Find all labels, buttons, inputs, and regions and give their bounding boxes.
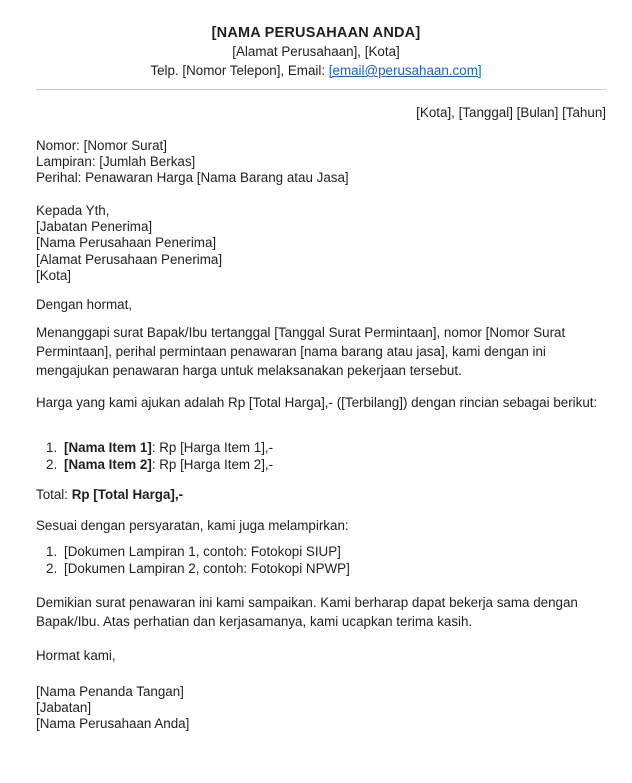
email-link[interactable]: [email@perusahaan.com] xyxy=(328,63,482,78)
attachment-list xyxy=(36,544,606,577)
attachment-text: [Dokumen Lampiran 1, contoh: Fotokopi SIUP] xyxy=(64,544,341,559)
list-item xyxy=(36,457,606,474)
recipient-block xyxy=(36,203,606,284)
contact-prefix: Telp. [Nomor Telepon], Email: xyxy=(150,63,329,78)
list-item xyxy=(36,561,606,578)
greeting: Dengan hormat, xyxy=(36,297,133,312)
recipient-address: [Alamat Perusahaan Penerima] xyxy=(36,251,223,267)
recipient-city: [Kota] xyxy=(36,267,71,283)
letter-meta xyxy=(36,138,606,187)
signer-title: [Jabatan] xyxy=(36,700,92,716)
kepada-line: Kepada Yth, xyxy=(36,203,110,218)
header-divider xyxy=(36,89,606,90)
item-list xyxy=(36,440,606,473)
signer-company: [Nama Perusahaan Anda] xyxy=(36,716,190,732)
item-number: 2. xyxy=(46,456,58,472)
total-label: Total: xyxy=(36,487,72,502)
recipient-company: [Nama Perusahaan Penerima] xyxy=(36,235,217,251)
item-number: 1. xyxy=(46,440,58,455)
letter-date: [Kota], [Tanggal] [Bulan] [Tahun] xyxy=(416,105,606,120)
lampiran-line: Lampiran: [Jumlah Berkas] xyxy=(36,154,196,170)
item-name: [Nama Item 1] xyxy=(64,440,152,455)
closing: Hormat kami, xyxy=(36,648,116,663)
paragraph-1: Menanggapi surat Bapak/Ibu tertanggal [Tanggal Surat Permintaan], nomor [Nomor Surat Permintaan], perihal permintaan penawaran [nama barang atau jasa], kami dengan ini mengajukan penawaran harga untuk melaksanakan pekerjaan tersebut. xyxy=(36,325,566,379)
company-address: [Alamat Perusahaan], [Kota] xyxy=(232,44,400,59)
total-value: Rp [Total Harga],- xyxy=(71,487,184,502)
signature-block xyxy=(36,684,606,733)
total-line xyxy=(36,485,606,504)
nomor-line: Nomor: [Nomor Surat] xyxy=(36,138,167,153)
company-contact xyxy=(0,61,632,80)
signer-name: [Nama Penanda Tangan] xyxy=(36,684,184,699)
paragraph-2: Harga yang kami ajukan adalah Rp [Total Harga],- ([Terbilang]) dengan rincian sebagai berikut: xyxy=(36,395,598,410)
attachment-number: 1. xyxy=(46,544,58,559)
company-name: [NAMA PERUSAHAAN ANDA] xyxy=(211,25,421,41)
attachment-text: [Dokumen Lampiran 2, contoh: Fotokopi NPWP] xyxy=(64,560,350,576)
item-price: : Rp [Harga Item 2],- xyxy=(151,456,274,472)
attachment-number: 2. xyxy=(46,560,58,576)
paragraph-4: Demikian surat penawaran ini kami sampaikan. Kami berharap dapat bekerja sama dengan Bapak/Ibu. Atas perhatian dan kerjasamanya, kami ucapkan terima kasih. xyxy=(36,595,578,630)
perihal-line: Perihal: Penawaran Harga [Nama Barang atau Jasa] xyxy=(36,170,349,186)
list-item xyxy=(36,440,606,457)
letterhead xyxy=(0,0,632,80)
paragraph-3: Sesuai dengan persyaratan, kami juga melampirkan: xyxy=(36,518,349,533)
item-price: : Rp [Harga Item 1],- xyxy=(151,440,274,455)
list-item xyxy=(36,544,606,561)
recipient-title: [Jabatan Penerima] xyxy=(36,219,153,235)
item-name: [Nama Item 2] xyxy=(64,456,152,472)
